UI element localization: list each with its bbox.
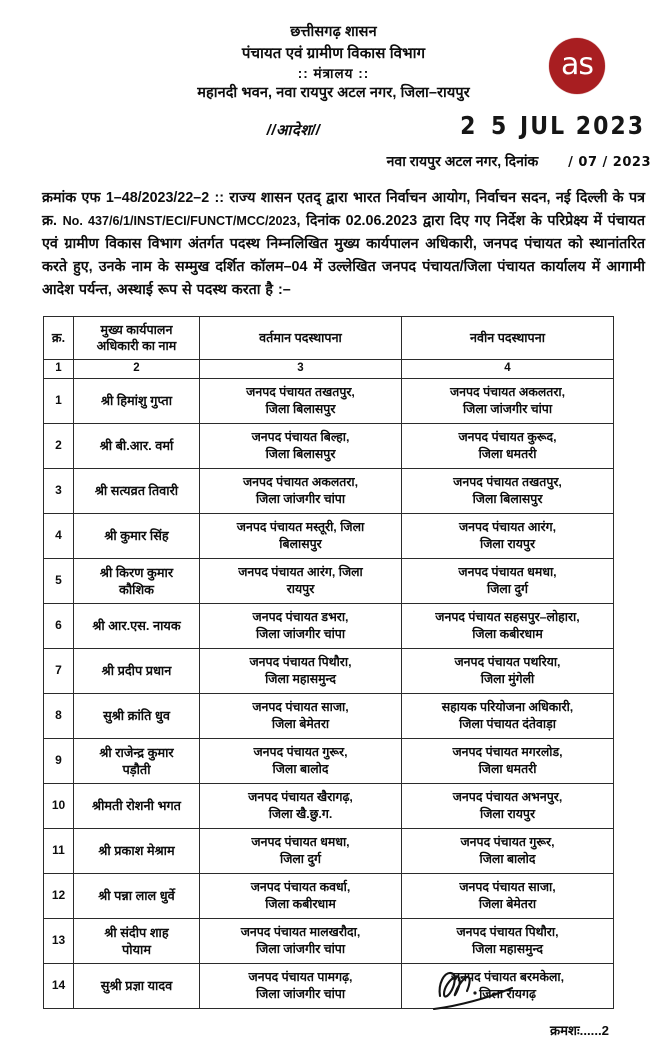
cell-officer-name: सुश्री क्रांति धुव bbox=[74, 693, 200, 738]
cell-new-posting bbox=[402, 828, 614, 873]
election-commission-letter-ref: No. 437/6/1/INST/ECI/FUNCT/MCC/2023 bbox=[62, 213, 297, 228]
order-label: //आदेश// bbox=[266, 121, 321, 139]
cell-current-posting-line2: जिला बेमेतरा bbox=[271, 716, 330, 731]
cell-current-posting-line1: जनपद पंचायत खैरागढ़, bbox=[248, 790, 353, 805]
table-row bbox=[44, 603, 614, 648]
cell-serial-number: 9 bbox=[44, 738, 74, 783]
cell-current-posting-line2: जिला बिलासपुर bbox=[265, 446, 336, 461]
body-para-suffix: द्वारा दिए गए निर्देश के परिप्रेक्ष्य में पंचायत एवं ग्रामीण विकास विभाग अंतर्गत पदस्थ निम्नलिखित मुख्य कार्यपालन अधिकारी, जनपद पंचायत को स्थानांतरित करते हुए, उनके नाम के सम्मुख दर्शित कॉलम–04 में उल्लेखित जनपद पंचायत/जिला पंचायत कार्यालय में आगामी आदेश पर्यन्त, अस्थाई रूप से पदस्थ करता है :– bbox=[42, 212, 645, 299]
cell-current-posting-line2: जिला जांजगीर चांपा bbox=[255, 626, 346, 641]
cell-new-posting-line1: जनपद पंचायत गुरूर, bbox=[460, 835, 555, 850]
cell-new-posting-line2: जिला बिलासपुर bbox=[472, 491, 543, 506]
cell-officer-name: श्री प्रकाश मेश्राम bbox=[74, 828, 200, 873]
col-header-current-posting: वर्तमान पदस्थापना bbox=[200, 317, 402, 360]
cell-new-posting-line2: जिला रायपुर bbox=[479, 536, 536, 551]
cell-officer-name bbox=[74, 918, 200, 963]
cell-officer-name bbox=[74, 738, 200, 783]
cell-officer-name: श्रीमती रोशनी भगत bbox=[74, 783, 200, 828]
cell-new-posting-line2: जिला मुंगेली bbox=[480, 671, 535, 686]
body-para-mid: , दिनांक bbox=[296, 212, 346, 229]
cell-serial-number: 6 bbox=[44, 603, 74, 648]
cell-officer-name: श्री सत्यव्रत तिवारी bbox=[74, 468, 200, 513]
cell-current-posting bbox=[200, 873, 402, 918]
cell-current-posting bbox=[200, 693, 402, 738]
cell-new-posting bbox=[402, 738, 614, 783]
cell-new-posting-line1: जनपद पंचायत अकलतरा, bbox=[449, 385, 566, 400]
cell-current-posting bbox=[200, 378, 402, 423]
cell-officer-name-line2: कौशिक bbox=[119, 581, 154, 597]
cell-new-posting-line1: सहायक परियोजना अधिकारी, bbox=[441, 700, 574, 715]
cell-officer-name bbox=[74, 558, 200, 603]
cell-new-posting bbox=[402, 603, 614, 648]
cell-current-posting-line1: जनपद पंचायत मस्तूरी, जिला bbox=[236, 520, 365, 535]
body-para-prefix: क्रमांक एफ 1–48/2023/22–2 :: राज्य शासन एतद् द्वारा भारत निर्वाचन आयोग, निर्वाचन सदन, नई दिल्ली के पत्र क्र. bbox=[42, 189, 645, 229]
cell-current-posting-line1: जनपद पंचायत डभरा, bbox=[252, 610, 349, 625]
table-row bbox=[44, 468, 614, 513]
date-stamp-day: 2 5 bbox=[460, 112, 511, 141]
cell-officer-name: श्री हिमांशु गुप्ता bbox=[74, 378, 200, 423]
table-row bbox=[44, 423, 614, 468]
table-column-number-row bbox=[44, 360, 614, 378]
cell-new-posting bbox=[402, 648, 614, 693]
header-ministry-label: :: मंत्रालय :: bbox=[297, 65, 370, 81]
cell-new-posting-line2: जिला पंचायत दंतेवाड़ा bbox=[459, 716, 556, 731]
cell-new-posting-line1: जनपद पंचायत धमधा, bbox=[458, 565, 557, 580]
cell-new-posting-line1: जनपद पंचायत बरमकेला, bbox=[450, 970, 565, 985]
table-row bbox=[44, 783, 614, 828]
cell-current-posting-line2: जिला कबीरधाम bbox=[265, 896, 336, 911]
place-text: नवा रायपुर अटल नगर, दिनांक bbox=[386, 152, 539, 169]
as-logo-text: as bbox=[560, 47, 593, 82]
cell-serial-number: 13 bbox=[44, 918, 74, 963]
cell-new-posting-line1: जनपद पंचायत मगरलोड, bbox=[452, 745, 563, 760]
cell-new-posting-line2: जिला रायगढ़ bbox=[479, 986, 536, 1001]
cell-serial-number: 5 bbox=[44, 558, 74, 603]
cell-officer-name-line1: श्री संदीप शाह bbox=[104, 924, 169, 940]
cell-current-posting-line1: जनपद पंचायत गुरूर, bbox=[253, 745, 348, 760]
cell-current-posting-line1: जनपद पंचायत बिल्हा, bbox=[251, 430, 350, 445]
cell-current-posting-line1: जनपद पंचायत कवर्धा, bbox=[250, 880, 351, 895]
place-date-line bbox=[0, 152, 667, 171]
transfer-table bbox=[43, 316, 614, 1008]
table-body bbox=[44, 378, 614, 1008]
cell-officer-name-line2: पोयाम bbox=[122, 941, 151, 957]
table-row bbox=[44, 738, 614, 783]
cell-new-posting bbox=[402, 513, 614, 558]
cell-new-posting bbox=[402, 783, 614, 828]
cell-current-posting-line1: जनपद पंचायत तखतपुर, bbox=[246, 385, 355, 400]
cell-current-posting-line1: जनपद पंचायत धमधा, bbox=[251, 835, 350, 850]
cell-officer-name: श्री प्रदीप प्रधान bbox=[74, 648, 200, 693]
cell-serial-number: 12 bbox=[44, 873, 74, 918]
cell-new-posting-line2: जिला महासमुन्द bbox=[472, 941, 543, 956]
cell-current-posting-line1: जनपद पंचायत अकलतरा, bbox=[242, 475, 359, 490]
cell-current-posting-line1: जनपद पंचायत मालखरौदा, bbox=[240, 925, 361, 940]
date-stamp bbox=[460, 112, 645, 141]
cell-new-posting-line1: जनपद पंचायत साजा, bbox=[459, 880, 556, 895]
cell-serial-number: 1 bbox=[44, 378, 74, 423]
cell-current-posting bbox=[200, 783, 402, 828]
cell-new-posting bbox=[402, 468, 614, 513]
cell-current-posting-line2: जिला जांजगीर चांपा bbox=[255, 941, 346, 956]
page-continuation-note: क्रमशः......2 bbox=[550, 1022, 609, 1038]
signature-mark bbox=[430, 962, 550, 1014]
transfer-table-wrapper bbox=[43, 316, 613, 1008]
cell-current-posting bbox=[200, 423, 402, 468]
letter-date: 02.06.2023 bbox=[345, 212, 418, 229]
col-num-3: 3 bbox=[200, 360, 402, 378]
cell-serial-number: 11 bbox=[44, 828, 74, 873]
cell-officer-name-line1: श्री राजेन्द्र कुमार bbox=[99, 744, 174, 760]
cell-new-posting-line2: जिला जांजगीर चांपा bbox=[462, 401, 553, 416]
cell-current-posting-line2: जिला खै.छु.ग. bbox=[268, 806, 333, 821]
cell-current-posting bbox=[200, 648, 402, 693]
col-header-officer-name bbox=[74, 317, 200, 360]
cell-new-posting bbox=[402, 558, 614, 603]
cell-officer-name-line1: श्री किरण कुमार bbox=[99, 564, 174, 580]
cell-current-posting-line2: जिला महासमुन्द bbox=[265, 671, 336, 686]
table-head bbox=[44, 317, 614, 378]
cell-current-posting bbox=[200, 828, 402, 873]
cell-new-posting bbox=[402, 423, 614, 468]
header-address: महानदी भवन, नवा रायपुर अटल नगर, जिला–रायपुर bbox=[197, 85, 470, 102]
cell-serial-number: 7 bbox=[44, 648, 74, 693]
cell-current-posting-line1: जनपद पंचायत पिथौरा, bbox=[249, 655, 352, 670]
cell-current-posting-line2: बिलासपुर bbox=[279, 536, 322, 551]
col-num-1: 1 bbox=[44, 360, 74, 378]
cell-serial-number: 4 bbox=[44, 513, 74, 558]
cell-serial-number: 10 bbox=[44, 783, 74, 828]
cell-current-posting bbox=[200, 963, 402, 1008]
date-stamp-month: JUL bbox=[520, 112, 567, 141]
cell-serial-number: 8 bbox=[44, 693, 74, 738]
cell-current-posting-line1: जनपद पंचायत साजा, bbox=[252, 700, 349, 715]
cell-current-posting-line2: जिला जांजगीर चांपा bbox=[255, 986, 346, 1001]
cell-current-posting-line2: जिला जांजगीर चांपा bbox=[255, 491, 346, 506]
table-row bbox=[44, 918, 614, 963]
cell-new-posting-line1: जनपद पंचायत सहसपुर–लोहारा, bbox=[435, 610, 580, 625]
cell-current-posting bbox=[200, 738, 402, 783]
cell-officer-name: सुश्री प्रज्ञा यादव bbox=[74, 963, 200, 1008]
cell-current-posting bbox=[200, 468, 402, 513]
table-row bbox=[44, 558, 614, 603]
cell-new-posting bbox=[402, 693, 614, 738]
cell-current-posting-line2: जिला बालोद bbox=[272, 761, 329, 776]
table-header-row bbox=[44, 317, 614, 360]
cell-new-posting bbox=[402, 378, 614, 423]
table-row bbox=[44, 873, 614, 918]
cell-new-posting-line1: जनपद पंचायत पथरिया, bbox=[454, 655, 561, 670]
cell-officer-name: श्री पन्ना लाल धुर्वे bbox=[74, 873, 200, 918]
cell-officer-name: श्री आर.एस. नायक bbox=[74, 603, 200, 648]
date-slashes: / 07 / 2023 bbox=[568, 154, 651, 170]
cell-officer-name: श्री कुमार सिंह bbox=[74, 513, 200, 558]
col-num-4: 4 bbox=[402, 360, 614, 378]
cell-current-posting bbox=[200, 918, 402, 963]
cell-current-posting-line2: जिला दुर्ग bbox=[279, 851, 321, 866]
cell-new-posting-line2: जिला बालोद bbox=[479, 851, 536, 866]
table-row bbox=[44, 378, 614, 423]
col-header-officer-name-line1: मुख्य कार्यपालन bbox=[100, 322, 173, 337]
header-department-name: पंचायत एवं ग्रामीण विकास विभाग bbox=[241, 44, 426, 62]
cell-new-posting-line2: जिला कबीरधाम bbox=[472, 626, 543, 641]
cell-new-posting-line2: जिला रायपुर bbox=[479, 806, 536, 821]
cell-current-posting-line2: रायपुर bbox=[286, 581, 315, 596]
cell-new-posting bbox=[402, 873, 614, 918]
cell-new-posting-line1: जनपद पंचायत अभनपुर, bbox=[452, 790, 563, 805]
col-header-officer-name-line2: अधिकारी का नाम bbox=[96, 339, 177, 354]
cell-new-posting-line1: जनपद पंचायत कुरूद, bbox=[458, 430, 557, 445]
cell-new-posting-line2: जिला दुर्ग bbox=[486, 581, 528, 596]
date-stamp-year: 2023 bbox=[575, 112, 645, 141]
table-row bbox=[44, 513, 614, 558]
cell-current-posting-line1: जनपद पंचायत पामगढ़, bbox=[248, 970, 353, 985]
table-row bbox=[44, 693, 614, 738]
cell-serial-number: 3 bbox=[44, 468, 74, 513]
cell-new-posting-line2: जिला धमतरी bbox=[478, 446, 537, 461]
cell-current-posting-line1: जनपद पंचायत आरंग, जिला bbox=[238, 565, 363, 580]
cell-current-posting-line2: जिला बिलासपुर bbox=[265, 401, 336, 416]
header-state-name: छत्तीसगढ़ शासन bbox=[290, 24, 377, 40]
col-header-new-posting: नवीन पदस्थापना bbox=[402, 317, 614, 360]
as-logo-stamp bbox=[549, 38, 605, 94]
table-row bbox=[44, 828, 614, 873]
cell-officer-name-line2: पड़ौती bbox=[122, 761, 151, 777]
col-num-2: 2 bbox=[74, 360, 200, 378]
cell-new-posting-line2: जिला धमतरी bbox=[478, 761, 537, 776]
cell-new-posting-line2: जिला बेमेतरा bbox=[478, 896, 537, 911]
cell-serial-number: 2 bbox=[44, 423, 74, 468]
order-body-paragraph bbox=[42, 187, 645, 303]
cell-new-posting bbox=[402, 918, 614, 963]
table-row bbox=[44, 648, 614, 693]
cell-new-posting-line1: जनपद पंचायत आरंग, bbox=[458, 520, 557, 535]
cell-new-posting-line1: जनपद पंचायत पिथौरा, bbox=[456, 925, 559, 940]
cell-current-posting bbox=[200, 558, 402, 603]
cell-new-posting-line1: जनपद पंचायत तखतपुर, bbox=[453, 475, 562, 490]
cell-current-posting bbox=[200, 603, 402, 648]
cell-officer-name: श्री बी.आर. वर्मा bbox=[74, 423, 200, 468]
col-header-sno: क्र. bbox=[44, 317, 74, 360]
cell-serial-number: 14 bbox=[44, 963, 74, 1008]
cell-current-posting bbox=[200, 513, 402, 558]
